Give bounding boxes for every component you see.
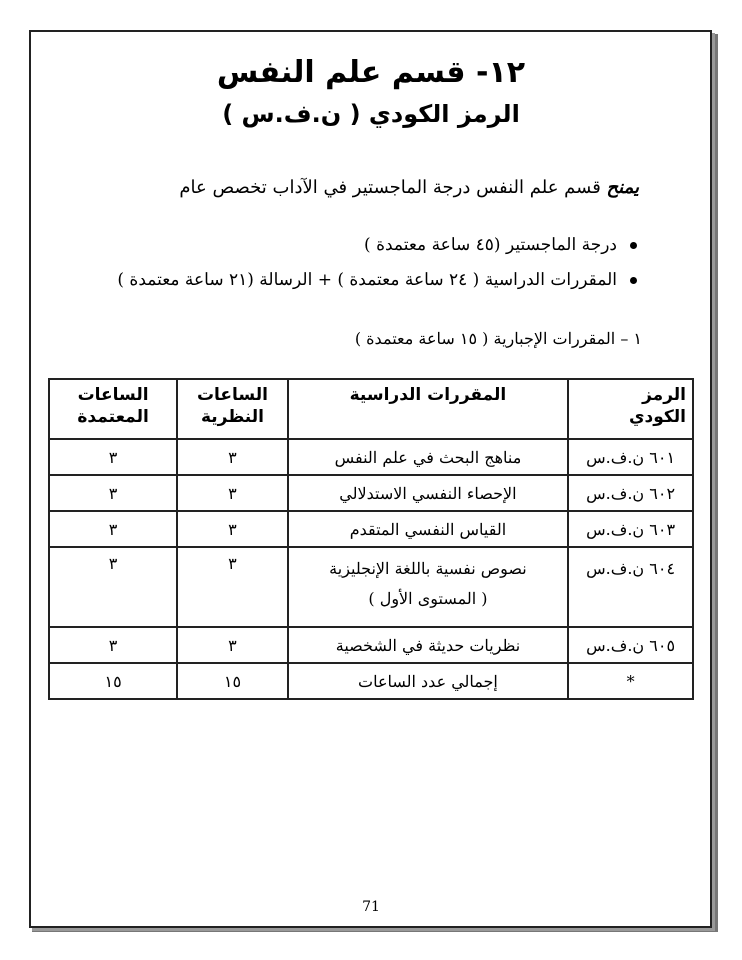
course-name: نظريات حديثة في الشخصية	[288, 627, 568, 663]
page-number: 71	[362, 899, 380, 915]
credit-hours: ٣	[49, 627, 177, 663]
total-credit-hours: ١٥	[49, 663, 177, 699]
theory-hours: ٣	[177, 627, 288, 663]
course-name	[288, 547, 568, 627]
list-item: درجة الماجستير (٤٥ ساعة معتمدة )	[117, 231, 639, 266]
course-code: ٦٠١ ن.ف.س	[568, 439, 693, 475]
table-row	[49, 475, 693, 511]
total-label: إجمالي عدد الساعات	[288, 663, 568, 699]
theory-hours: ٣	[177, 475, 288, 511]
page-title: ١٢- قسم علم النفس	[216, 55, 526, 90]
total-theory-hours: ١٥	[177, 663, 288, 699]
header-credit-line2: المعتمدة	[77, 407, 149, 427]
header-code	[568, 379, 693, 439]
header-code-line1: الرمز	[642, 385, 686, 405]
page-subtitle: الرمز الكودي ( ن.ف.س )	[222, 100, 520, 128]
credit-hours: ٣	[49, 547, 177, 627]
header-theory-line2: النظرية	[200, 407, 264, 427]
table-row	[49, 439, 693, 475]
header-courses: المقررات الدراسية	[288, 379, 568, 439]
course-name-line1: نصوص نفسية باللغة الإنجليزية	[329, 559, 527, 578]
total-marker: *	[568, 663, 693, 699]
header-credit-hours	[49, 379, 177, 439]
course-code: ٦٠٥ ن.ف.س	[568, 627, 693, 663]
list-item: المقررات الدراسية ( ٢٤ ساعة معتمدة ) + الرسالة (٢١ ساعة معتمدة )	[117, 266, 639, 301]
theory-hours: ٣	[177, 439, 288, 475]
course-name: القياس النفسي المتقدم	[288, 511, 568, 547]
course-name-line2: ( المستوى الأول )	[368, 589, 488, 608]
header-theory-line1: الساعات	[196, 385, 268, 405]
table-row	[49, 511, 693, 547]
table-row	[49, 627, 693, 663]
credit-hours: ٣	[49, 511, 177, 547]
intro-text: قسم علم النفس درجة الماجستير في الآداب تخصص عام	[179, 177, 607, 198]
course-code: ٦٠٢ ن.ف.س	[568, 475, 693, 511]
course-code: ٦٠٣ ن.ف.س	[568, 511, 693, 547]
credit-hours: ٣	[49, 475, 177, 511]
theory-hours: ٣	[177, 511, 288, 547]
intro-bold-word: يمنح	[606, 177, 639, 198]
theory-hours: ٣	[177, 547, 288, 627]
header-credit-line1: الساعات	[77, 385, 149, 405]
page-shadow-bottom	[32, 928, 718, 932]
intro-paragraph	[179, 177, 639, 198]
table-row	[49, 547, 693, 627]
section-heading: ١ – المقررات الإجبارية ( ١٥ ساعة معتمدة )	[354, 329, 642, 348]
degree-requirements-list	[117, 231, 639, 301]
courses-table	[48, 378, 694, 700]
course-name: مناهج البحث في علم النفس	[288, 439, 568, 475]
course-code: ٦٠٤ ن.ف.س	[568, 547, 693, 627]
header-theory-hours	[177, 379, 288, 439]
course-name: الإحصاء النفسي الاستدلالي	[288, 475, 568, 511]
credit-hours: ٣	[49, 439, 177, 475]
header-code-line2: الكودي	[628, 407, 686, 427]
page-shadow-right	[712, 34, 718, 932]
table-header-row	[49, 379, 693, 439]
table-total-row	[49, 663, 693, 699]
